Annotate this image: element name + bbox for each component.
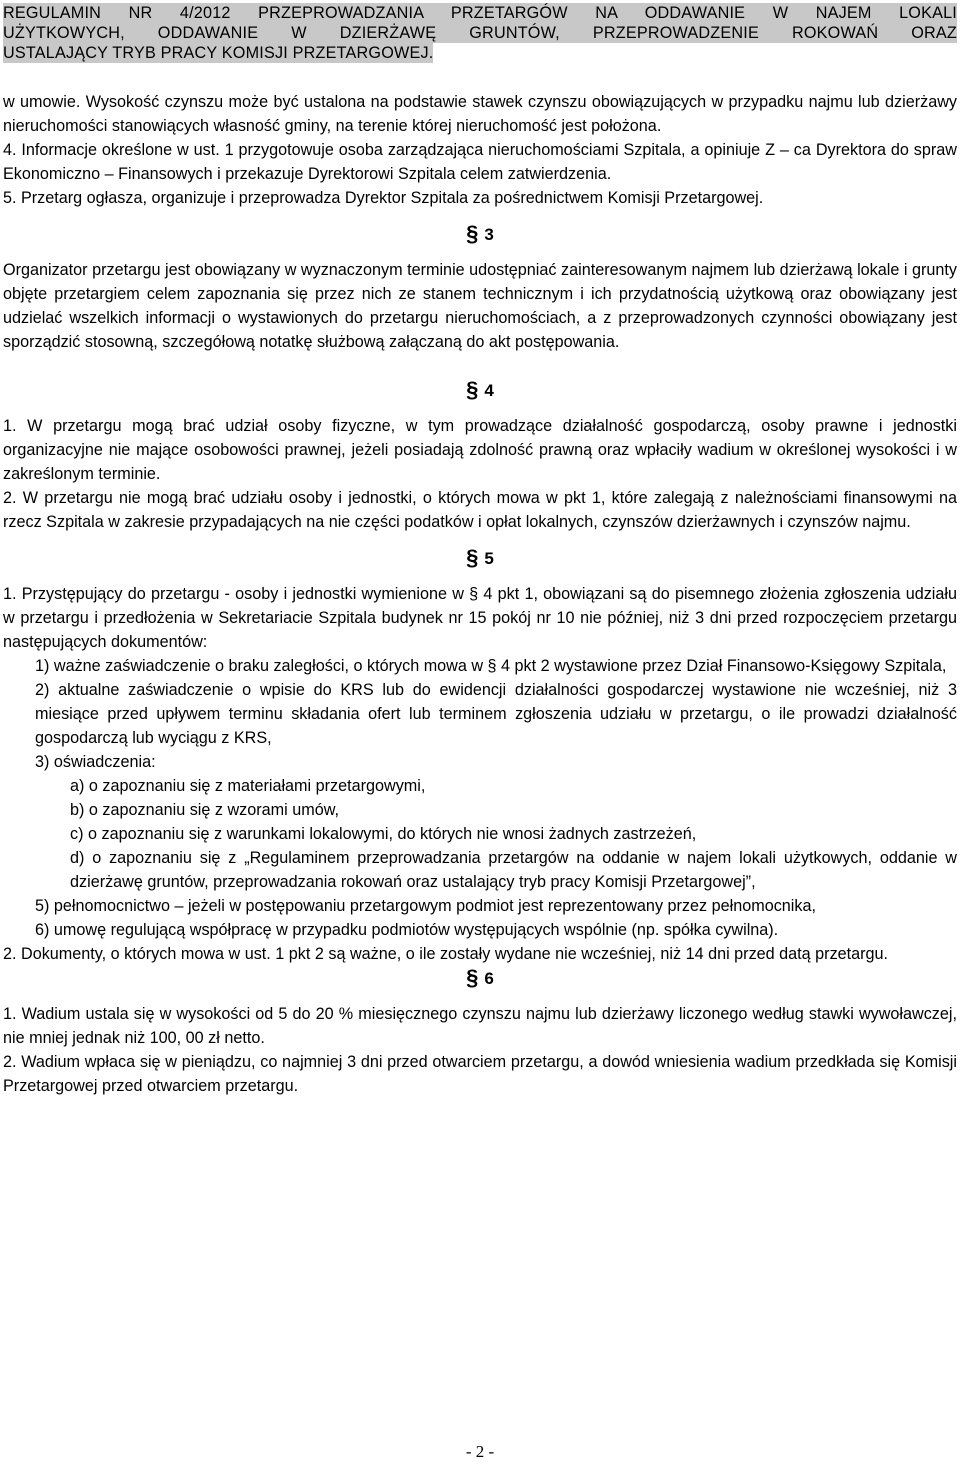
section-3-text: Organizator przetargu jest obowiązany w wyznaczonym terminie udostępniać zainteresowanym najmem lub dzierżawą lokale i grunty objęte przetargiem celem zapoznania się przez nich ze stanem technicznym i ich przydatnością użytkową oraz obowiązany jest udzielać wszelkich informacji o wystawionych do przetargu nieruchomościach, a z przeprowadzonych czynności obowiązany jest sporządzić stosowną, szczegółową notatkę służbową załączaną do akt postępowania. (3, 261, 957, 351)
section-3-heading: § 3 (466, 221, 494, 246)
paragraph-2-5: 5. Przetarg ogłasza, organizuje i przeprowadza Dyrektor Szpitala za pośrednictwem Komisji Przetargowej. (3, 189, 764, 207)
section-6-heading: § 6 (466, 965, 494, 990)
paragraph-2-4: 4. Informacje określone w ust. 1 przygotowuje osoba zarządzająca nieruchomościami Szpitala, a opiniuje Z – ca Dyrektora do spraw Ekonomiczno – Finansowych i przekazuje Dyrektorowi Szpitala celem zatwierdzenia. (3, 141, 957, 183)
section-6-p1: 1. Wadium ustala się w wysokości od 5 do 20 % miesięcznego czynszu najmu lub dzierżawy liczonego według stawki wywoławczej, nie mniej jednak niż 100, 00 zł netto. (3, 1005, 957, 1047)
page-number: - 2 - (465, 1442, 495, 1461)
section-5-item3c: c) o zapoznaniu się z warunkami lokalowymi, do których nie wnosi żadnych zastrzeżeń, (70, 825, 697, 843)
section-5-heading: § 5 (466, 545, 494, 570)
section-5-item3a: a) o zapoznaniu się z materiałami przetargowymi, (70, 777, 426, 795)
section-5-item1: 1) ważne zaświadczenie o braku zaległości, o których mowa w § 4 pkt 2 wystawione przez Dział Finansowo-Księgowy Szpitala, (35, 657, 947, 675)
section-4-heading: § 4 (466, 377, 494, 402)
section-5-p1: 1. Przystępujący do przetargu - osoby i jednostki wymienione w § 4 pkt 1, obowiązani są do pisemnego złożenia zgłoszenia udziału w przetargu i przedłożenia w Sekretariacie Szpitala budynek nr 15 pokój nr 10 nie później, niż 3 dni przed rozpoczęciem przetargu następujących dokumentów: (3, 585, 957, 651)
section-6-p2: 2. Wadium wpłaca się w pieniądzu, co najmniej 3 dni przed otwarciem przetargu, a dowód wniesienia wadium przedkłada się Komisji Przetargowej przed otwarciem przetargu. (3, 1053, 957, 1095)
paragraph-2-3-tail: w umowie. Wysokość czynszu może być ustalona na podstawie stawek czynszu obowiązujących w przypadku najmu lub dzierżawy nieruchomości stanowiących własność gminy, na terenie której nieruchomość jest położona. (3, 93, 957, 135)
document-header (3, 3, 957, 43)
header-line-3: USTALAJĄCY TRYB PRACY KOMISJI PRZETARGOWEJ. (3, 44, 434, 62)
section-4-p1: 1. W przetargu mogą brać udział osoby fizyczne, w tym prowadzące działalność gospodarczą, osoby prawne i jednostki organizacyjne nie mające osobowości prawnej, jeżeli posiadają zdolność prawną oraz wpłaciły wadium w określonej wysokości i w zakreślonym terminie. (3, 417, 957, 483)
header-line-2: UŻYTKOWYCH, ODDAWANIE W DZIERŻAWĘ GRUNTÓW, PRZEPROWADZENIE ROKOWAŃ ORAZ (3, 24, 957, 42)
section-5-item6: 6) umowę regulującą współpracę w przypadku podmiotów występujących wspólnie (np. spółka cywilna). (35, 921, 779, 939)
section-5-item5: 5) pełnomocnictwo – jeżeli w postępowaniu przetargowym podmiot jest reprezentowany przez pełnomocnika, (35, 897, 816, 915)
section-5-item3b: b) o zapoznaniu się z wzorami umów, (70, 801, 340, 819)
section-5-p2: 2. Dokumenty, o których mowa w ust. 1 pkt 2 są ważne, o ile zostały wydane nie wcześniej, niż 14 dni przed datą przetargu. (3, 945, 889, 963)
header-line-1: REGULAMIN NR 4/2012 PRZEPROWADZANIA PRZETARGÓW NA ODDAWANIE W NAJEM LOKALI (3, 4, 957, 22)
section-5-item3d: d) o zapoznaniu się z „Regulaminem przeprowadzania przetargów na oddanie w najem lokali użytkowych, oddanie w dzierżawę gruntów, przeprowadzania rokowań oraz ustalający tryb pracy Komisji Przetargowej”, (70, 849, 957, 891)
section-5-item2: 2) aktualne zaświadczenie o wpisie do KRS lub do ewidencji działalności gospodarczej wystawione nie wcześniej, niż 3 miesiące przed upływem terminu składania ofert lub terminem zgłoszenia udziału w przetargu, o ile prowadzi działalność gospodarczą lub wyciągu z KRS, (35, 681, 957, 747)
section-5-item3: 3) oświadczenia: (35, 753, 156, 771)
section-4-p2: 2. W przetargu nie mogą brać udziału osoby i jednostki, o których mowa w pkt 1, które zalegają z należnościami finansowymi na rzecz Szpitala w zakresie przypadających na nie części podatków i opłat lokalnych, czynszów dzierżawnych i czynszów najmu. (3, 489, 957, 531)
document-body (3, 90, 957, 1098)
